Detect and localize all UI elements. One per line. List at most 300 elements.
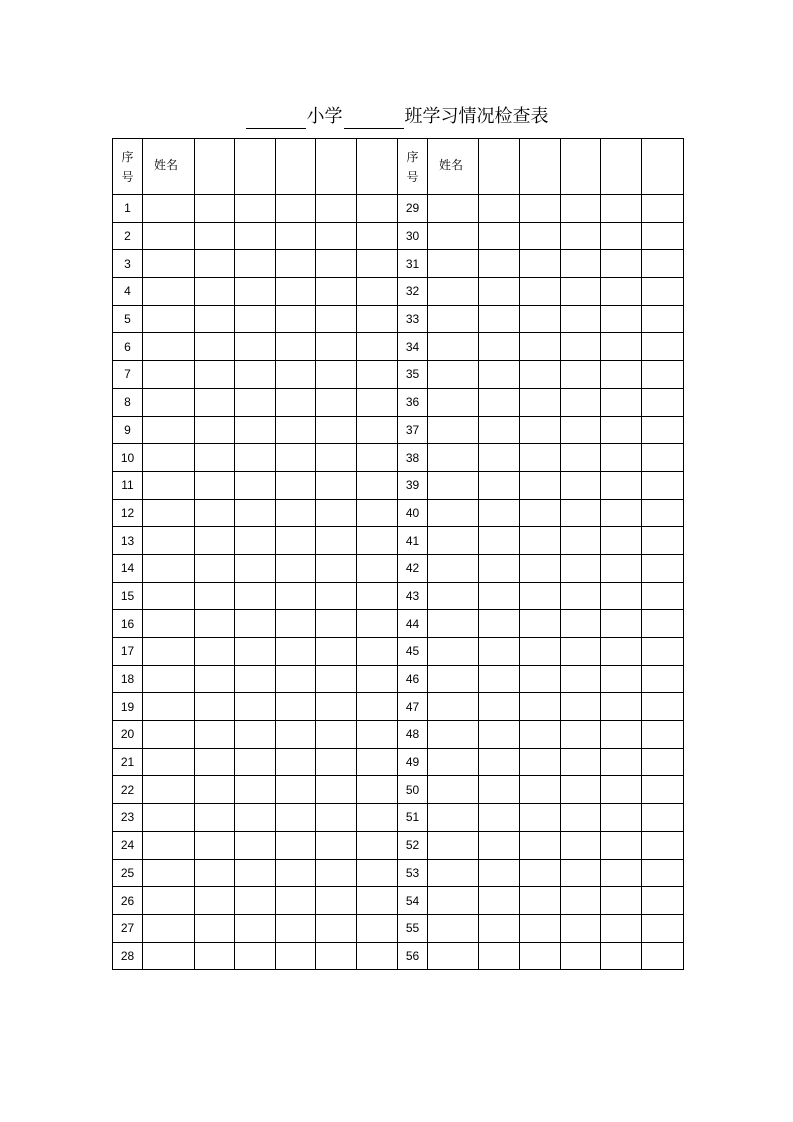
check-cell[interactable] — [601, 831, 642, 859]
check-cell[interactable] — [276, 554, 316, 582]
check-cell[interactable] — [642, 554, 684, 582]
check-cell[interactable] — [479, 554, 520, 582]
check-cell[interactable] — [235, 610, 276, 638]
check-cell[interactable] — [357, 471, 398, 499]
check-cell[interactable] — [561, 416, 601, 444]
check-cell[interactable] — [642, 278, 684, 306]
check-cell[interactable] — [479, 831, 520, 859]
check-cell[interactable] — [235, 693, 276, 721]
name-cell[interactable] — [143, 388, 195, 416]
name-cell[interactable] — [428, 222, 479, 250]
check-cell[interactable] — [520, 416, 561, 444]
check-cell[interactable] — [357, 388, 398, 416]
check-cell[interactable] — [642, 444, 684, 472]
name-cell[interactable] — [143, 804, 195, 832]
check-cell[interactable] — [520, 831, 561, 859]
check-cell[interactable] — [235, 499, 276, 527]
check-cell[interactable] — [601, 222, 642, 250]
check-cell[interactable] — [235, 444, 276, 472]
check-cell[interactable] — [235, 278, 276, 306]
name-cell[interactable] — [143, 721, 195, 749]
check-cell[interactable] — [479, 748, 520, 776]
check-cell[interactable] — [316, 638, 357, 666]
check-cell[interactable] — [357, 804, 398, 832]
check-cell[interactable] — [316, 250, 357, 278]
check-cell[interactable] — [316, 444, 357, 472]
check-cell[interactable] — [479, 499, 520, 527]
name-cell[interactable] — [428, 942, 479, 970]
check-cell[interactable] — [195, 554, 235, 582]
check-cell[interactable] — [235, 416, 276, 444]
check-cell[interactable] — [316, 721, 357, 749]
name-cell[interactable] — [428, 333, 479, 361]
check-cell[interactable] — [276, 748, 316, 776]
check-cell[interactable] — [601, 804, 642, 832]
check-cell[interactable] — [235, 776, 276, 804]
check-cell[interactable] — [357, 278, 398, 306]
blank-header-cell[interactable] — [520, 139, 561, 195]
check-cell[interactable] — [316, 388, 357, 416]
check-cell[interactable] — [357, 859, 398, 887]
check-cell[interactable] — [601, 471, 642, 499]
check-cell[interactable] — [276, 610, 316, 638]
check-cell[interactable] — [235, 638, 276, 666]
name-cell[interactable] — [428, 416, 479, 444]
check-cell[interactable] — [642, 748, 684, 776]
check-cell[interactable] — [316, 361, 357, 389]
check-cell[interactable] — [642, 195, 684, 223]
check-cell[interactable] — [561, 776, 601, 804]
check-cell[interactable] — [642, 693, 684, 721]
check-cell[interactable] — [316, 887, 357, 915]
check-cell[interactable] — [561, 887, 601, 915]
check-cell[interactable] — [561, 942, 601, 970]
check-cell[interactable] — [479, 665, 520, 693]
check-cell[interactable] — [601, 721, 642, 749]
check-cell[interactable] — [235, 388, 276, 416]
check-cell[interactable] — [357, 748, 398, 776]
name-cell[interactable] — [428, 665, 479, 693]
check-cell[interactable] — [195, 804, 235, 832]
check-cell[interactable] — [479, 914, 520, 942]
check-cell[interactable] — [642, 776, 684, 804]
check-cell[interactable] — [601, 914, 642, 942]
check-cell[interactable] — [520, 914, 561, 942]
check-cell[interactable] — [642, 831, 684, 859]
check-cell[interactable] — [642, 305, 684, 333]
check-cell[interactable] — [276, 776, 316, 804]
check-cell[interactable] — [520, 610, 561, 638]
check-cell[interactable] — [195, 195, 235, 223]
check-cell[interactable] — [479, 250, 520, 278]
check-cell[interactable] — [601, 527, 642, 555]
check-cell[interactable] — [561, 638, 601, 666]
check-cell[interactable] — [601, 444, 642, 472]
check-cell[interactable] — [479, 361, 520, 389]
check-cell[interactable] — [357, 222, 398, 250]
check-cell[interactable] — [235, 582, 276, 610]
check-cell[interactable] — [195, 361, 235, 389]
check-cell[interactable] — [357, 333, 398, 361]
check-cell[interactable] — [520, 721, 561, 749]
blank-header-cell[interactable] — [561, 139, 601, 195]
check-cell[interactable] — [642, 914, 684, 942]
check-cell[interactable] — [601, 638, 642, 666]
name-cell[interactable] — [428, 582, 479, 610]
check-cell[interactable] — [561, 388, 601, 416]
check-cell[interactable] — [195, 527, 235, 555]
name-cell[interactable] — [143, 610, 195, 638]
check-cell[interactable] — [276, 638, 316, 666]
name-cell[interactable] — [428, 831, 479, 859]
name-cell[interactable] — [143, 471, 195, 499]
check-cell[interactable] — [316, 471, 357, 499]
name-cell[interactable] — [143, 444, 195, 472]
check-cell[interactable] — [561, 914, 601, 942]
check-cell[interactable] — [316, 942, 357, 970]
check-cell[interactable] — [561, 582, 601, 610]
name-cell[interactable] — [428, 638, 479, 666]
check-cell[interactable] — [316, 222, 357, 250]
check-cell[interactable] — [520, 499, 561, 527]
check-cell[interactable] — [316, 416, 357, 444]
check-cell[interactable] — [276, 859, 316, 887]
blank-header-cell[interactable] — [195, 139, 235, 195]
name-cell[interactable] — [428, 887, 479, 915]
check-cell[interactable] — [357, 416, 398, 444]
name-cell[interactable] — [143, 527, 195, 555]
check-cell[interactable] — [357, 914, 398, 942]
name-cell[interactable] — [428, 554, 479, 582]
name-cell[interactable] — [428, 444, 479, 472]
name-cell[interactable] — [428, 195, 479, 223]
check-cell[interactable] — [195, 278, 235, 306]
check-cell[interactable] — [479, 942, 520, 970]
check-cell[interactable] — [561, 222, 601, 250]
blank-header-cell[interactable] — [357, 139, 398, 195]
check-cell[interactable] — [195, 638, 235, 666]
check-cell[interactable] — [561, 804, 601, 832]
check-cell[interactable] — [357, 721, 398, 749]
check-cell[interactable] — [479, 582, 520, 610]
check-cell[interactable] — [642, 333, 684, 361]
check-cell[interactable] — [316, 776, 357, 804]
check-cell[interactable] — [316, 582, 357, 610]
name-cell[interactable] — [143, 693, 195, 721]
check-cell[interactable] — [601, 693, 642, 721]
check-cell[interactable] — [561, 471, 601, 499]
check-cell[interactable] — [235, 887, 276, 915]
check-cell[interactable] — [479, 222, 520, 250]
check-cell[interactable] — [479, 333, 520, 361]
check-cell[interactable] — [276, 222, 316, 250]
name-cell[interactable] — [428, 471, 479, 499]
name-cell[interactable] — [428, 721, 479, 749]
check-cell[interactable] — [520, 388, 561, 416]
check-cell[interactable] — [601, 748, 642, 776]
check-cell[interactable] — [235, 859, 276, 887]
name-cell[interactable] — [428, 776, 479, 804]
check-cell[interactable] — [479, 416, 520, 444]
check-cell[interactable] — [520, 859, 561, 887]
blank-header-cell[interactable] — [316, 139, 357, 195]
check-cell[interactable] — [520, 942, 561, 970]
check-cell[interactable] — [235, 721, 276, 749]
check-cell[interactable] — [357, 361, 398, 389]
check-cell[interactable] — [195, 416, 235, 444]
name-cell[interactable] — [143, 942, 195, 970]
name-cell[interactable] — [428, 527, 479, 555]
blank-header-cell[interactable] — [235, 139, 276, 195]
check-cell[interactable] — [276, 361, 316, 389]
check-cell[interactable] — [195, 942, 235, 970]
check-cell[interactable] — [561, 499, 601, 527]
check-cell[interactable] — [601, 361, 642, 389]
check-cell[interactable] — [235, 831, 276, 859]
check-cell[interactable] — [601, 195, 642, 223]
name-cell[interactable] — [143, 887, 195, 915]
name-cell[interactable] — [143, 776, 195, 804]
name-cell[interactable] — [143, 831, 195, 859]
check-cell[interactable] — [276, 416, 316, 444]
check-cell[interactable] — [276, 914, 316, 942]
check-cell[interactable] — [642, 388, 684, 416]
blank-header-cell[interactable] — [642, 139, 684, 195]
name-cell[interactable] — [143, 748, 195, 776]
check-cell[interactable] — [357, 444, 398, 472]
check-cell[interactable] — [235, 942, 276, 970]
check-cell[interactable] — [642, 222, 684, 250]
check-cell[interactable] — [479, 471, 520, 499]
name-cell[interactable] — [143, 195, 195, 223]
name-cell[interactable] — [143, 333, 195, 361]
check-cell[interactable] — [601, 250, 642, 278]
check-cell[interactable] — [195, 693, 235, 721]
name-cell[interactable] — [143, 582, 195, 610]
check-cell[interactable] — [235, 804, 276, 832]
check-cell[interactable] — [601, 582, 642, 610]
check-cell[interactable] — [479, 776, 520, 804]
check-cell[interactable] — [235, 665, 276, 693]
check-cell[interactable] — [276, 527, 316, 555]
name-cell[interactable] — [428, 914, 479, 942]
check-cell[interactable] — [195, 333, 235, 361]
check-cell[interactable] — [276, 444, 316, 472]
check-cell[interactable] — [276, 693, 316, 721]
check-cell[interactable] — [601, 499, 642, 527]
check-cell[interactable] — [195, 665, 235, 693]
check-cell[interactable] — [235, 914, 276, 942]
check-cell[interactable] — [195, 859, 235, 887]
name-cell[interactable] — [143, 250, 195, 278]
check-cell[interactable] — [479, 859, 520, 887]
check-cell[interactable] — [357, 582, 398, 610]
check-cell[interactable] — [561, 444, 601, 472]
check-cell[interactable] — [195, 748, 235, 776]
name-cell[interactable] — [143, 278, 195, 306]
name-cell[interactable] — [143, 361, 195, 389]
check-cell[interactable] — [479, 638, 520, 666]
check-cell[interactable] — [601, 776, 642, 804]
check-cell[interactable] — [479, 388, 520, 416]
check-cell[interactable] — [316, 665, 357, 693]
check-cell[interactable] — [235, 361, 276, 389]
check-cell[interactable] — [316, 499, 357, 527]
check-cell[interactable] — [561, 527, 601, 555]
name-cell[interactable] — [428, 499, 479, 527]
check-cell[interactable] — [642, 582, 684, 610]
name-cell[interactable] — [428, 748, 479, 776]
name-cell[interactable] — [428, 859, 479, 887]
check-cell[interactable] — [561, 693, 601, 721]
check-cell[interactable] — [195, 831, 235, 859]
check-cell[interactable] — [561, 554, 601, 582]
check-cell[interactable] — [642, 804, 684, 832]
check-cell[interactable] — [561, 748, 601, 776]
check-cell[interactable] — [235, 554, 276, 582]
check-cell[interactable] — [276, 804, 316, 832]
check-cell[interactable] — [316, 527, 357, 555]
check-cell[interactable] — [316, 914, 357, 942]
check-cell[interactable] — [642, 250, 684, 278]
check-cell[interactable] — [357, 250, 398, 278]
check-cell[interactable] — [357, 776, 398, 804]
check-cell[interactable] — [601, 942, 642, 970]
check-cell[interactable] — [520, 250, 561, 278]
check-cell[interactable] — [357, 831, 398, 859]
check-cell[interactable] — [561, 665, 601, 693]
check-cell[interactable] — [357, 527, 398, 555]
check-cell[interactable] — [561, 250, 601, 278]
check-cell[interactable] — [479, 527, 520, 555]
check-cell[interactable] — [316, 333, 357, 361]
check-cell[interactable] — [235, 471, 276, 499]
name-cell[interactable] — [428, 693, 479, 721]
check-cell[interactable] — [479, 195, 520, 223]
name-cell[interactable] — [428, 305, 479, 333]
check-cell[interactable] — [561, 721, 601, 749]
check-cell[interactable] — [357, 665, 398, 693]
check-cell[interactable] — [601, 388, 642, 416]
check-cell[interactable] — [316, 693, 357, 721]
check-cell[interactable] — [357, 499, 398, 527]
check-cell[interactable] — [479, 721, 520, 749]
check-cell[interactable] — [276, 471, 316, 499]
check-cell[interactable] — [195, 887, 235, 915]
school-blank[interactable] — [246, 108, 306, 129]
check-cell[interactable] — [561, 278, 601, 306]
check-cell[interactable] — [520, 195, 561, 223]
check-cell[interactable] — [357, 887, 398, 915]
check-cell[interactable] — [276, 250, 316, 278]
check-cell[interactable] — [357, 942, 398, 970]
check-cell[interactable] — [276, 831, 316, 859]
check-cell[interactable] — [357, 638, 398, 666]
check-cell[interactable] — [357, 305, 398, 333]
name-cell[interactable] — [143, 499, 195, 527]
check-cell[interactable] — [520, 748, 561, 776]
check-cell[interactable] — [520, 887, 561, 915]
check-cell[interactable] — [601, 887, 642, 915]
check-cell[interactable] — [276, 333, 316, 361]
name-cell[interactable] — [143, 638, 195, 666]
check-cell[interactable] — [276, 305, 316, 333]
check-cell[interactable] — [642, 887, 684, 915]
check-cell[interactable] — [195, 582, 235, 610]
name-cell[interactable] — [143, 305, 195, 333]
check-cell[interactable] — [561, 610, 601, 638]
check-cell[interactable] — [561, 195, 601, 223]
check-cell[interactable] — [479, 610, 520, 638]
check-cell[interactable] — [195, 250, 235, 278]
check-cell[interactable] — [479, 693, 520, 721]
check-cell[interactable] — [642, 527, 684, 555]
check-cell[interactable] — [601, 554, 642, 582]
check-cell[interactable] — [235, 333, 276, 361]
check-cell[interactable] — [357, 610, 398, 638]
check-cell[interactable] — [561, 831, 601, 859]
check-cell[interactable] — [642, 638, 684, 666]
check-cell[interactable] — [235, 305, 276, 333]
check-cell[interactable] — [195, 305, 235, 333]
check-cell[interactable] — [316, 804, 357, 832]
name-cell[interactable] — [428, 361, 479, 389]
check-cell[interactable] — [195, 776, 235, 804]
check-cell[interactable] — [235, 195, 276, 223]
blank-header-cell[interactable] — [479, 139, 520, 195]
check-cell[interactable] — [601, 859, 642, 887]
check-cell[interactable] — [642, 665, 684, 693]
check-cell[interactable] — [357, 693, 398, 721]
check-cell[interactable] — [316, 305, 357, 333]
check-cell[interactable] — [520, 278, 561, 306]
check-cell[interactable] — [642, 721, 684, 749]
name-cell[interactable] — [428, 278, 479, 306]
check-cell[interactable] — [316, 859, 357, 887]
check-cell[interactable] — [642, 499, 684, 527]
check-cell[interactable] — [479, 444, 520, 472]
check-cell[interactable] — [642, 942, 684, 970]
check-cell[interactable] — [520, 582, 561, 610]
check-cell[interactable] — [235, 748, 276, 776]
check-cell[interactable] — [520, 471, 561, 499]
check-cell[interactable] — [520, 804, 561, 832]
name-cell[interactable] — [143, 665, 195, 693]
check-cell[interactable] — [479, 804, 520, 832]
check-cell[interactable] — [601, 333, 642, 361]
name-cell[interactable] — [428, 388, 479, 416]
check-cell[interactable] — [357, 195, 398, 223]
check-cell[interactable] — [520, 361, 561, 389]
check-cell[interactable] — [276, 499, 316, 527]
name-cell[interactable] — [143, 416, 195, 444]
check-cell[interactable] — [601, 416, 642, 444]
check-cell[interactable] — [276, 721, 316, 749]
check-cell[interactable] — [561, 305, 601, 333]
check-cell[interactable] — [316, 195, 357, 223]
check-cell[interactable] — [561, 333, 601, 361]
check-cell[interactable] — [642, 610, 684, 638]
check-cell[interactable] — [276, 388, 316, 416]
check-cell[interactable] — [601, 305, 642, 333]
check-cell[interactable] — [276, 278, 316, 306]
check-cell[interactable] — [520, 776, 561, 804]
name-cell[interactable] — [143, 859, 195, 887]
check-cell[interactable] — [276, 582, 316, 610]
check-cell[interactable] — [195, 471, 235, 499]
name-cell[interactable] — [143, 222, 195, 250]
check-cell[interactable] — [195, 914, 235, 942]
